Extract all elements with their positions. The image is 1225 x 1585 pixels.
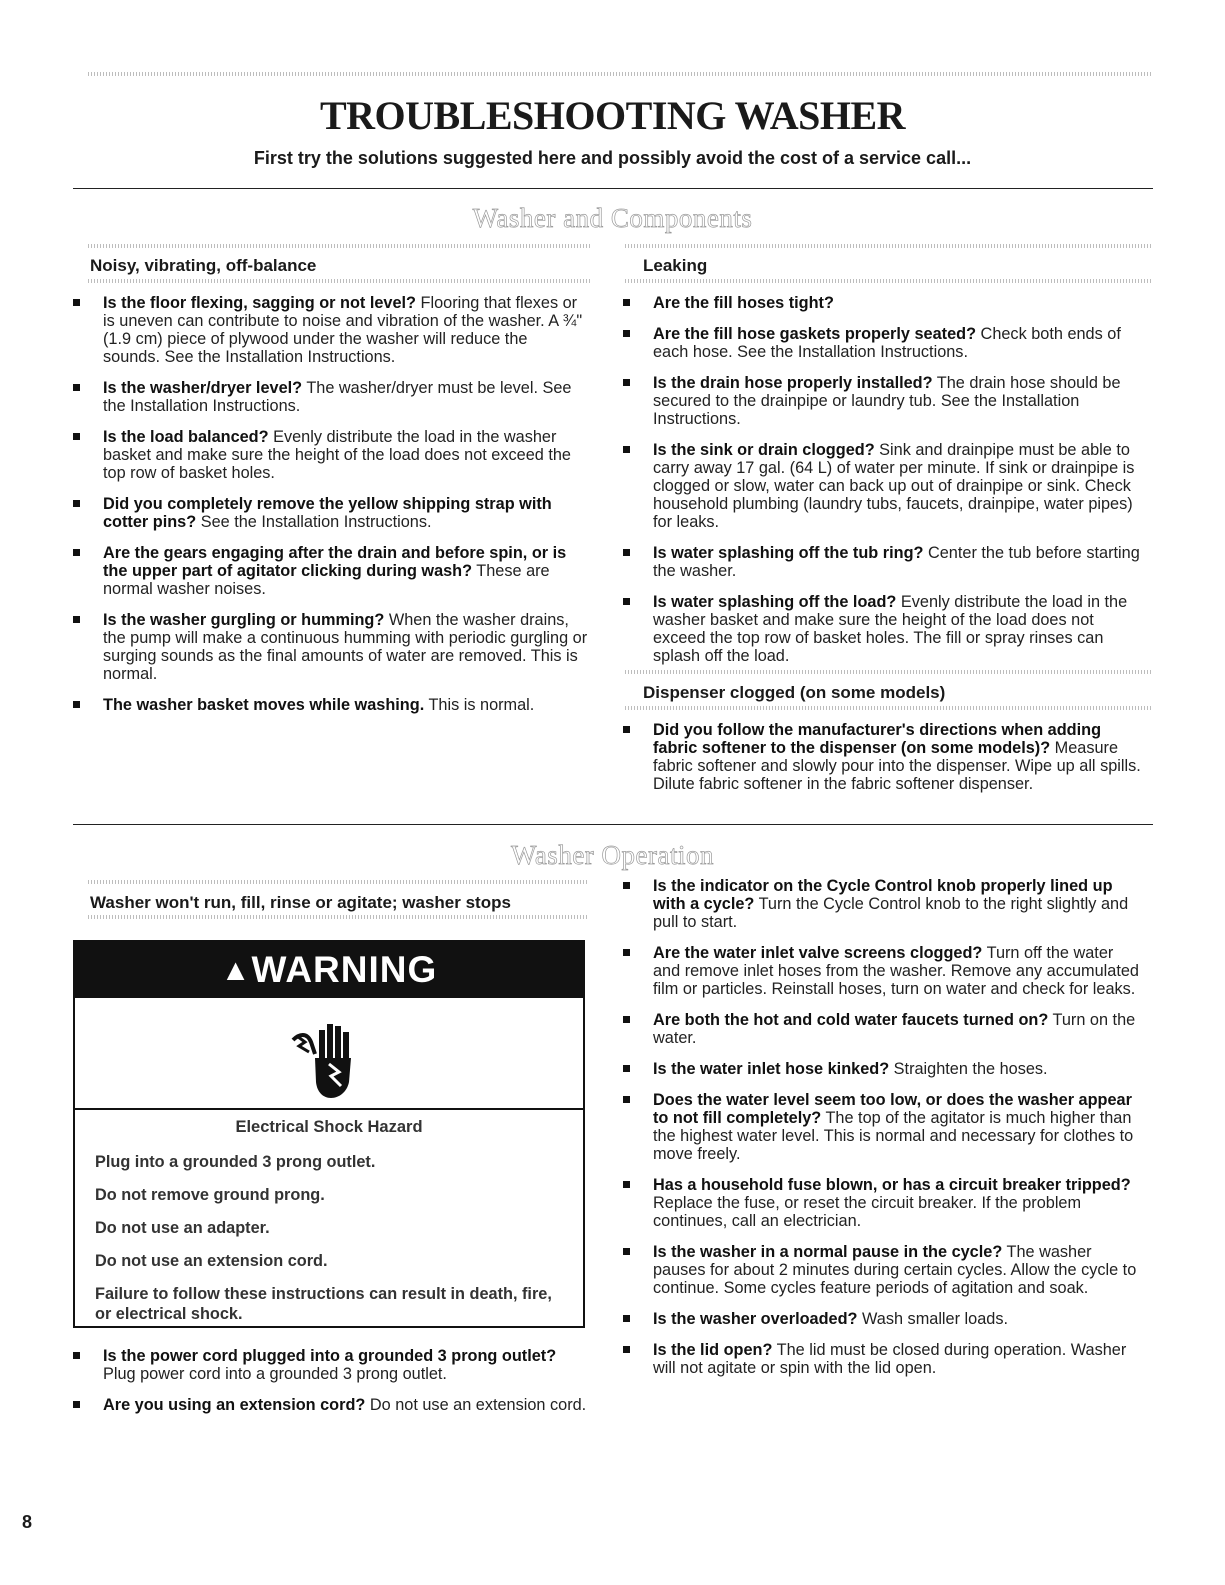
- list-item: [73, 544, 588, 598]
- leaking-hatch-bottom: [625, 279, 1153, 283]
- noisy-heading: Noisy, vibrating, off-balance: [90, 256, 317, 275]
- item-answer: Measure fabric softener and slowly pour into the dispenser. Wipe up all spills. Dilute fabric softener in the fabric softener dispenser.: [653, 739, 1141, 793]
- dispenser-hatch-top: [625, 670, 1153, 674]
- item-answer: This is normal.: [424, 696, 535, 714]
- item-answer: See the Installation Instructions.: [196, 513, 432, 531]
- item-answer: When the washer drains, the pump will make a continuous humming with periodic gurgling or surging sounds as the final amounts of water are removed. This is normal.: [103, 611, 588, 683]
- header-divider: [73, 188, 1153, 189]
- list-item: [623, 1011, 1143, 1047]
- item-answer: The drain hose should be secured to the drainpipe or laundry tub. See the Installation Instructions.: [653, 374, 1121, 428]
- warning-lines: [95, 1152, 565, 1337]
- section-title-operation: Washer Operation: [511, 840, 714, 870]
- warning-label: WARNING: [251, 949, 438, 990]
- list-item: [73, 696, 588, 714]
- item-question: Did you follow the manufacturer's directions when adding fabric softener to the dispenser (on some models)?: [653, 721, 1102, 757]
- list-item: [623, 544, 1143, 580]
- section-divider: [73, 824, 1153, 825]
- item-answer: The washer/dryer must be level. See the Installation Instructions.: [103, 379, 572, 415]
- leaking-heading: Leaking: [643, 256, 708, 275]
- item-question: Are the fill hoses tight?: [653, 294, 834, 312]
- page-number: 8: [22, 1512, 33, 1532]
- list-item: [623, 374, 1143, 428]
- list-item: [623, 1243, 1143, 1297]
- item-answer: Turn the Cycle Control knob to the right slightly and pull to start.: [653, 895, 1129, 931]
- item-question: Are both the hot and cold water faucets turned on?: [653, 1011, 1049, 1029]
- list-item: [73, 379, 588, 415]
- stops-hatch-bottom: [88, 915, 588, 919]
- item-answer: Sink and drainpipe must be able to carry away 17 gal. (64 L) of water per minute. If sink or drainpipe is clogged or slow, water can back up out of drainpipe or sink. Check household plumbing (laundry tubs, faucets, drainpipe, water pipes) for leaks.: [653, 441, 1135, 531]
- list-item: [623, 944, 1143, 998]
- item-question: Is the sink or drain clogged?: [653, 441, 875, 459]
- item-question: Is the power cord plugged into a grounded 3 prong outlet?: [103, 1347, 557, 1365]
- list-item: [623, 325, 1143, 361]
- list-item: [623, 1341, 1143, 1377]
- warning-divider: [75, 1108, 583, 1110]
- item-question: Is the washer overloaded?: [653, 1310, 858, 1328]
- section-title-components: Washer and Components: [472, 203, 753, 233]
- electric-shock-hand-icon: [285, 1012, 375, 1102]
- list-item: [623, 721, 1143, 793]
- item-question: Is the washer in a normal pause in the cycle?: [653, 1243, 1003, 1261]
- list-item: [73, 611, 588, 683]
- item-question: Did you completely remove the yellow shipping strap with cotter pins?: [103, 495, 552, 531]
- item-answer: The top of the agitator is much higher than the highest water level. This is normal and necessary for clothes to move freely.: [653, 1109, 1134, 1163]
- warning-triangle-icon: ▲: [220, 954, 252, 987]
- list-item: [623, 294, 1143, 312]
- item-question: Is the lid open?: [653, 1341, 773, 1359]
- leaking-hatch-top: [625, 244, 1153, 248]
- item-answer: Do not use an extension cord.: [365, 1396, 587, 1414]
- operation-right-list: [623, 877, 1143, 1390]
- list-item: [623, 593, 1143, 665]
- item-question: Are you using an extension cord?: [103, 1396, 366, 1414]
- item-answer: Evenly distribute the load in the washer basket and make sure the height of the load does not exceed the top row of basket holes. The fill or spray rinses can splash off the load.: [653, 593, 1128, 665]
- list-item: [73, 495, 588, 531]
- item-question: Is water splashing off the tub ring?: [653, 544, 924, 562]
- list-item: [623, 1091, 1143, 1163]
- warning-line: Plug into a grounded 3 prong outlet.: [95, 1153, 376, 1171]
- operation-left-list: [73, 1347, 588, 1427]
- list-item: [623, 441, 1143, 531]
- item-answer: Turn off the water and remove inlet hoses from the washer. Remove any accumulated film or particles. Reinstall hoses, turn on water and check for leaks.: [653, 944, 1139, 998]
- list-item: [623, 877, 1143, 931]
- item-answer: Turn on the water.: [653, 1011, 1136, 1047]
- item-answer: The washer pauses for about 2 minutes during certain cycles. Allow the cycle to continue. Some cycles feature periods of agitation and soak.: [653, 1243, 1137, 1297]
- warning-banner: [75, 942, 583, 998]
- item-question: Has a household fuse blown, or has a circuit breaker tripped?: [653, 1176, 1131, 1194]
- item-question: Is the washer/dryer level?: [103, 379, 303, 397]
- dispenser-heading: Dispenser clogged (on some models): [643, 683, 946, 702]
- item-answer: The lid must be closed during operation. Washer will not agitate or spin with the lid open.: [653, 1341, 1127, 1377]
- dispenser-list: [623, 721, 1143, 806]
- list-item: [623, 1060, 1143, 1078]
- list-item: [73, 428, 588, 482]
- page-subtitle: First try the solutions suggested here and possibly avoid the cost of a service call...: [253, 148, 972, 168]
- item-answer: These are normal washer noises.: [103, 562, 550, 598]
- leaking-list: [623, 294, 1143, 678]
- item-question: Is the indicator on the Cycle Control knob properly lined up with a cycle?: [653, 877, 1113, 913]
- warning-line: Do not use an extension cord.: [95, 1252, 328, 1270]
- item-answer: Evenly distribute the load in the washer basket and make sure the height of the load does not exceed the top row of basket holes.: [103, 428, 571, 482]
- page-title: TROUBLESHOOTING WASHER: [319, 93, 906, 138]
- item-question: Is the floor flexing, sagging or not level?: [103, 294, 416, 312]
- item-question: Does the water level seem too low, or does the washer appear to not fill completely?: [653, 1091, 1132, 1127]
- item-question: Is the washer gurgling or humming?: [103, 611, 385, 629]
- noisy-hatch-top: [88, 244, 590, 248]
- list-item: [623, 1176, 1143, 1230]
- warning-line: Do not remove ground prong.: [95, 1186, 325, 1204]
- item-answer: Plug power cord into a grounded 3 prong outlet.: [103, 1365, 447, 1383]
- item-question: Is water splashing off the load?: [653, 593, 897, 611]
- top-hatch-rule: [88, 72, 1153, 76]
- stops-hatch-top: [88, 880, 588, 884]
- item-answer: Flooring that flexes or is uneven can contribute to noise and vibration of the washer. A ¾" (1.9 cm) piece of plywood under the washer will reduce the sounds. See the Installation Instructions.: [103, 294, 583, 366]
- warning-box: [73, 940, 585, 1328]
- item-answer: Straighten the hoses.: [889, 1060, 1048, 1078]
- list-item: [73, 294, 588, 366]
- item-question: Is the drain hose properly installed?: [653, 374, 933, 392]
- list-item: [73, 1396, 588, 1414]
- noisy-hatch-bottom: [88, 279, 590, 283]
- noisy-list: [73, 294, 588, 727]
- dispenser-hatch-bottom: [625, 706, 1153, 710]
- list-item: [73, 1347, 588, 1383]
- item-question: The washer basket moves while washing.: [103, 696, 425, 714]
- item-answer: Check both ends of each hose. See the Installation Instructions.: [653, 325, 1121, 361]
- stops-heading: Washer won't run, fill, rinse or agitate; washer stops: [90, 893, 511, 912]
- item-question: Are the gears engaging after the drain and before spin, or is the upper part of agitator clicking during wash?: [103, 544, 567, 580]
- list-item: [623, 1310, 1143, 1328]
- item-answer: Center the tub before starting the washer.: [653, 544, 1140, 580]
- warning-line: Failure to follow these instructions can result in death, fire, or electrical shock.: [95, 1285, 552, 1323]
- item-answer: Replace the fuse, or reset the circuit breaker. If the problem continues, call an electrician.: [653, 1194, 1082, 1230]
- item-question: Is the water inlet hose kinked?: [653, 1060, 890, 1078]
- item-question: Are the fill hose gaskets properly seated?: [653, 325, 977, 343]
- item-answer: Wash smaller loads.: [857, 1310, 1008, 1328]
- item-question: Are the water inlet valve screens clogged?: [653, 944, 983, 962]
- warning-hazard: Electrical Shock Hazard: [235, 1118, 423, 1136]
- item-question: Is the load balanced?: [103, 428, 269, 446]
- warning-line: Do not use an adapter.: [95, 1219, 270, 1237]
